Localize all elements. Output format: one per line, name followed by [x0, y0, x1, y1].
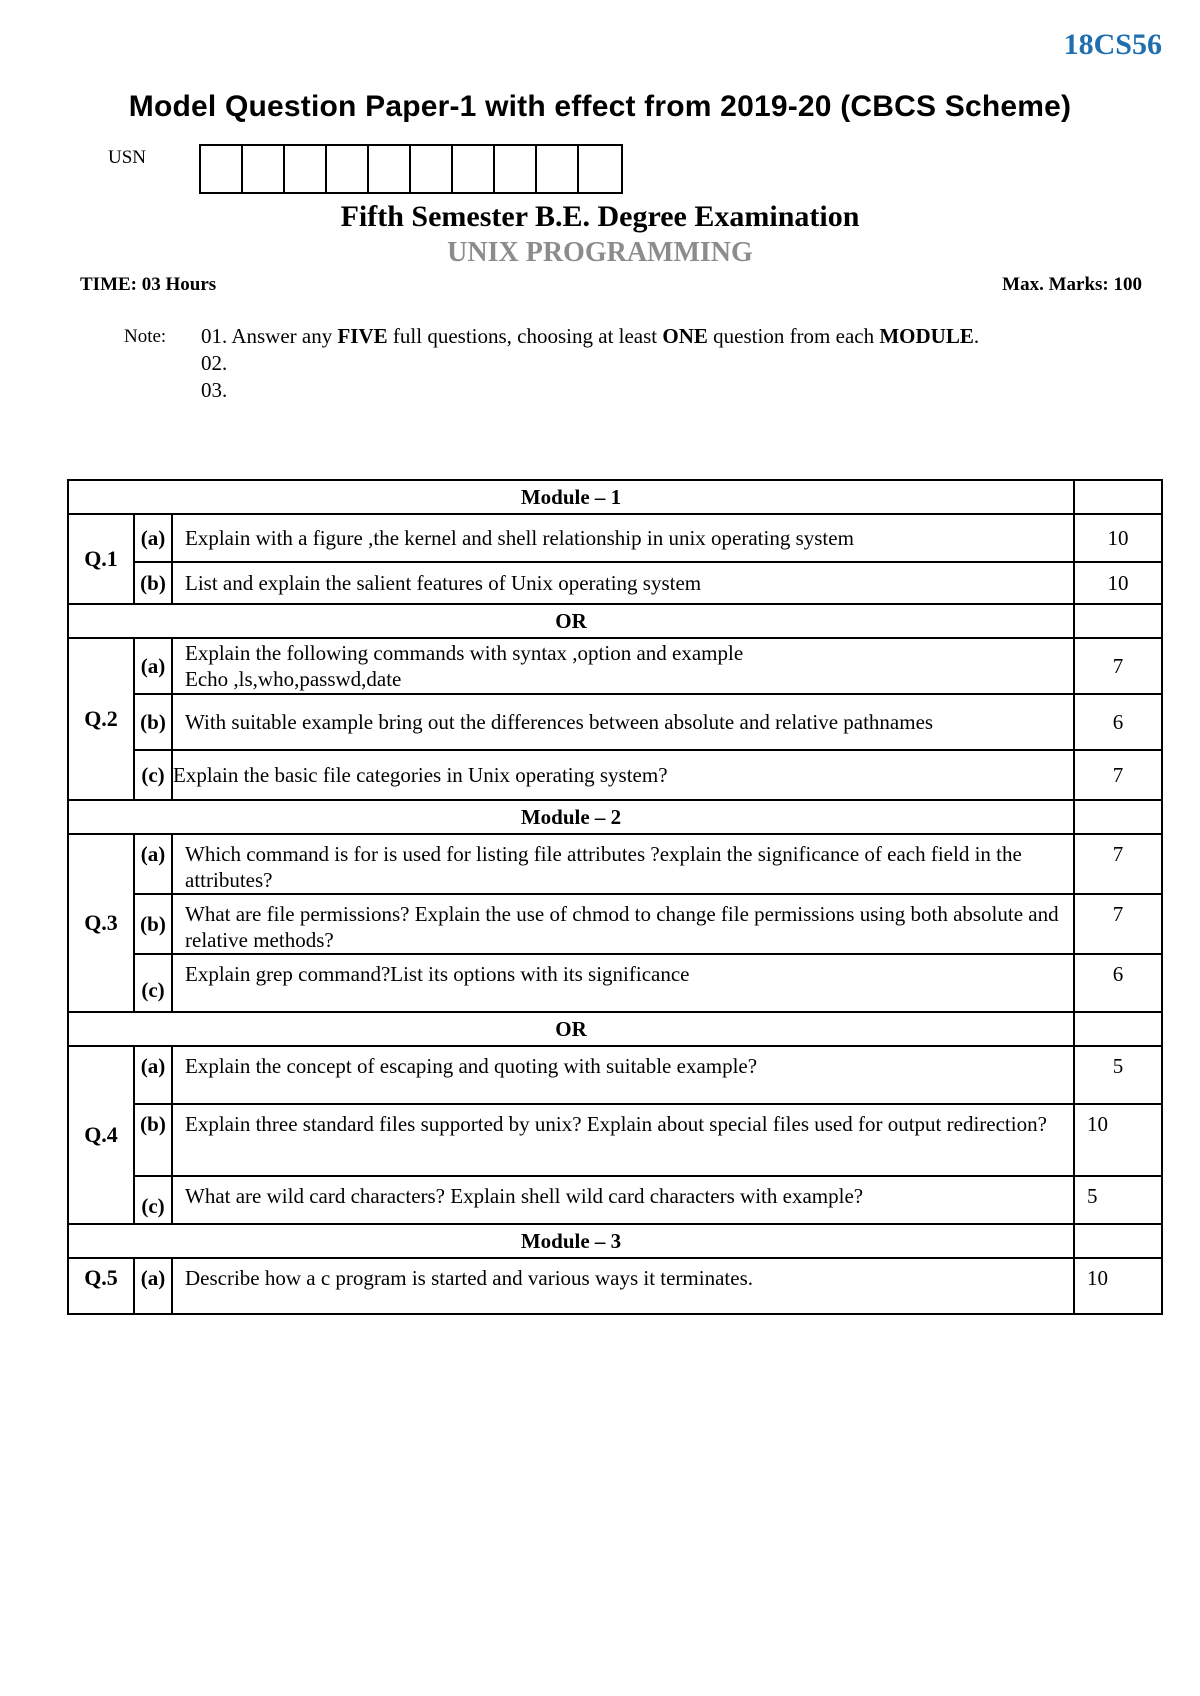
table-row — [68, 894, 1162, 954]
question-marks: 7 — [1074, 750, 1162, 800]
table-row — [68, 1258, 1162, 1314]
or-row — [68, 1012, 1162, 1046]
question-text: Describe how a c program is started and various ways it terminates. — [172, 1258, 1074, 1314]
question-text: Explain the following commands with syntax ,option and example Echo ,ls,who,passwd,date — [172, 638, 1074, 694]
module-header-row — [68, 800, 1162, 834]
table-row — [68, 514, 1162, 562]
question-marks: 7 — [1074, 834, 1162, 894]
exam-duration: TIME: 03 Hours — [80, 274, 217, 295]
usn-box — [453, 146, 495, 192]
table-row — [68, 562, 1162, 604]
max-marks: Max. Marks: 100 — [1002, 274, 1142, 295]
question-number: Q.4 — [68, 1046, 134, 1224]
usn-box — [537, 146, 579, 192]
note-line-2: 02. — [201, 351, 228, 375]
part-label: (b) — [134, 894, 172, 954]
question-text: With suitable example bring out the differences between absolute and relative pathnames — [172, 694, 1074, 750]
question-text: What are file permissions? Explain the use of chmod to change file permissions using both absolute and relative methods? — [172, 894, 1074, 954]
usn-entry-boxes — [199, 144, 623, 194]
question-number: Q.5 — [68, 1258, 134, 1314]
usn-box — [285, 146, 327, 192]
question-marks: 7 — [1074, 638, 1162, 694]
or-separator: OR — [68, 604, 1074, 638]
module-2-heading: Module – 2 — [68, 800, 1074, 834]
question-number: Q.2 — [68, 638, 134, 800]
usn-box — [579, 146, 621, 192]
note-line-3: 03. — [201, 378, 228, 402]
marks-cell — [1074, 480, 1162, 514]
question-text: Explain the basic file categories in Unix operating system? — [172, 750, 1074, 800]
part-label: (a) — [134, 514, 172, 562]
question-number: Q.1 — [68, 514, 134, 604]
table-row — [68, 750, 1162, 800]
question-text: List and explain the salient features of Unix operating system — [172, 562, 1074, 604]
part-label: (b) — [134, 1104, 172, 1176]
or-separator: OR — [68, 1012, 1074, 1046]
question-marks: 6 — [1074, 694, 1162, 750]
question-marks: 10 — [1074, 562, 1162, 604]
paper-title: Model Question Paper-1 with effect from 2019-20 (CBCS Scheme) — [128, 90, 1072, 123]
part-label: (a) — [134, 834, 172, 894]
question-marks: 10 — [1074, 1104, 1162, 1176]
table-row — [68, 638, 1162, 694]
part-label: (c) — [134, 1176, 172, 1224]
question-marks: 7 — [1074, 894, 1162, 954]
question-text: Explain three standard files supported by unix? Explain about special files used for output redirection? — [172, 1104, 1074, 1176]
exam-name: Fifth Semester B.E. Degree Examination — [340, 200, 860, 233]
question-text: Which command is for is used for listing file attributes ?explain the significance of each field in the attributes? — [172, 834, 1074, 894]
module-1-heading: Module – 1 — [68, 480, 1074, 514]
part-label: (a) — [134, 1046, 172, 1104]
module-header-row — [68, 1224, 1162, 1258]
question-table — [67, 479, 1163, 1315]
marks-cell — [1074, 800, 1162, 834]
usn-label: USN — [108, 147, 147, 168]
part-label: (b) — [134, 562, 172, 604]
usn-box — [243, 146, 285, 192]
table-row — [68, 834, 1162, 894]
table-row — [68, 1046, 1162, 1104]
note-line-1: 01. Answer any FIVE full questions, choosing at least ONE question from each MODULE. — [201, 324, 980, 348]
usn-box — [327, 146, 369, 192]
note-label: Note: — [124, 326, 167, 347]
question-text: Explain with a figure ,the kernel and shell relationship in unix operating system — [172, 514, 1074, 562]
part-label: (c) — [134, 954, 172, 1012]
part-label: (a) — [134, 638, 172, 694]
table-row — [68, 1104, 1162, 1176]
marks-cell — [1074, 1224, 1162, 1258]
question-marks: 10 — [1074, 514, 1162, 562]
table-row — [68, 954, 1162, 1012]
question-text: What are wild card characters? Explain shell wild card characters with example? — [172, 1176, 1074, 1224]
or-row — [68, 604, 1162, 638]
question-text: Explain grep command?List its options with its significance — [172, 954, 1074, 1012]
part-label: (b) — [134, 694, 172, 750]
usn-box — [411, 146, 453, 192]
table-row — [68, 694, 1162, 750]
course-code: 18CS56 — [1063, 28, 1162, 61]
question-marks: 10 — [1074, 1258, 1162, 1314]
part-label: (c) — [134, 750, 172, 800]
subject-name: UNIX PROGRAMMING — [447, 237, 753, 268]
question-marks: 6 — [1074, 954, 1162, 1012]
marks-cell — [1074, 1012, 1162, 1046]
part-label: (a) — [134, 1258, 172, 1314]
question-number: Q.3 — [68, 834, 134, 1012]
module-3-heading: Module – 3 — [68, 1224, 1074, 1258]
module-header-row — [68, 480, 1162, 514]
marks-cell — [1074, 604, 1162, 638]
usn-box — [495, 146, 537, 192]
question-text: Explain the concept of escaping and quoting with suitable example? — [172, 1046, 1074, 1104]
question-marks: 5 — [1074, 1176, 1162, 1224]
table-row — [68, 1176, 1162, 1224]
usn-box — [369, 146, 411, 192]
usn-box — [201, 146, 243, 192]
question-marks: 5 — [1074, 1046, 1162, 1104]
